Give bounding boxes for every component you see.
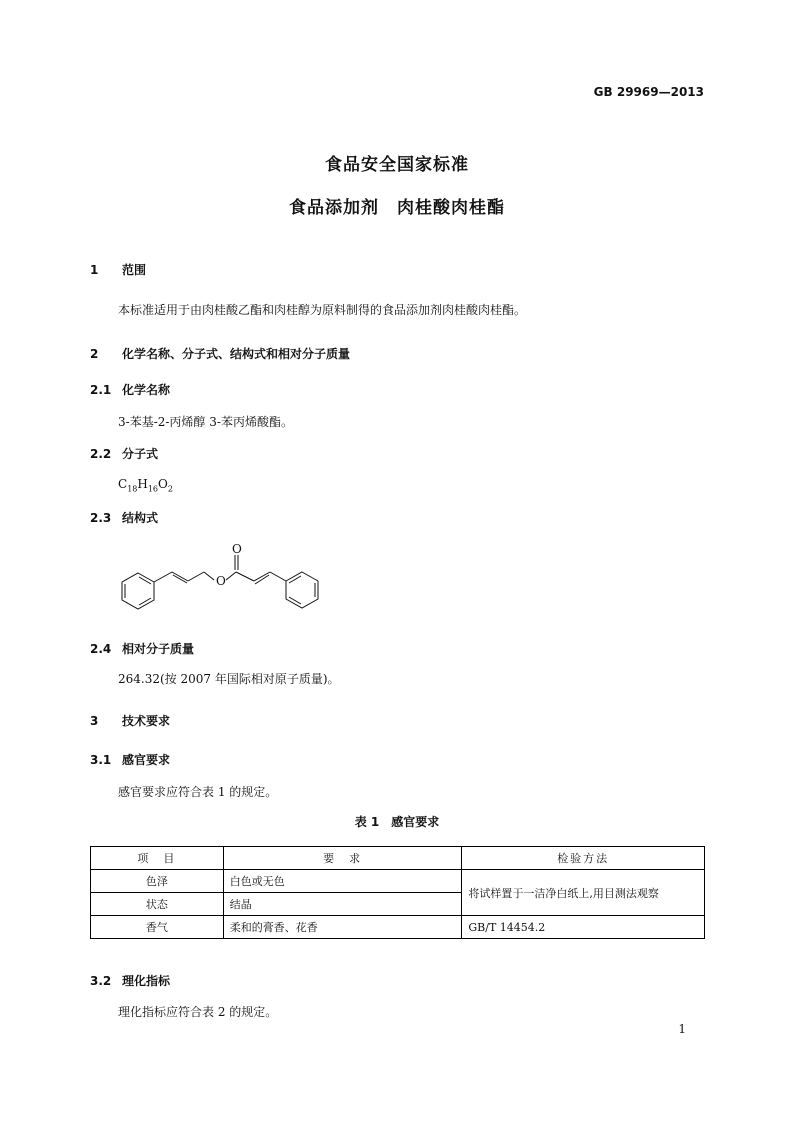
- page-number: 1: [678, 1022, 686, 1036]
- carbonyl-oxygen-atom: O: [232, 542, 242, 556]
- section-3-heading: [90, 712, 170, 729]
- benzene-ring-left: [122, 573, 154, 609]
- section-number: 2.2: [90, 447, 112, 461]
- section-number: 1: [90, 263, 99, 277]
- benzene-ring-right: [286, 572, 318, 608]
- section-number: 3.1: [90, 753, 112, 767]
- section-title: 结构式: [122, 511, 159, 525]
- section-3-2-text: 理化指标应符合表 2 的规定。: [118, 1005, 278, 1019]
- chemical-name: 3-苯基-2-丙烯醇 3-苯丙烯酸酯。: [118, 415, 293, 429]
- section-2-1-heading: [90, 381, 170, 398]
- section-title: 感官要求: [122, 753, 171, 767]
- section-title: 分子式: [122, 447, 159, 461]
- section-1-text: 本标准适用于由肉桂酸乙酯和肉桂醇为原料制得的食品添加剂肉桂酸肉桂酯。: [118, 303, 527, 317]
- section-3-1-text: 感官要求应符合表 1 的规定。: [118, 785, 278, 799]
- section-3-1-heading: [90, 751, 170, 768]
- section-title: 范围: [122, 263, 147, 277]
- section-number: 2.1: [90, 383, 112, 397]
- section-2-heading: [90, 345, 350, 362]
- table-row: [91, 916, 705, 939]
- header-method: 检验方法: [462, 847, 705, 870]
- table-1-caption: 表 1 感官要求: [354, 815, 440, 829]
- section-number: 2: [90, 347, 99, 361]
- sensory-requirements-table: [90, 846, 705, 939]
- document-title: 食品安全国家标准: [325, 155, 469, 175]
- cell-requirement: 白色或无色: [223, 870, 462, 893]
- cell-item: 香气: [91, 916, 224, 939]
- structural-formula: [110, 540, 340, 620]
- cell-method-merged: 将试样置于一洁净白纸上,用目测法观察: [462, 870, 705, 916]
- section-number: 2.4: [90, 642, 112, 656]
- molecular-weight: 264.32(按 2007 年国际相对原子质量)。: [118, 672, 340, 686]
- section-title: 理化指标: [122, 974, 171, 988]
- section-1-heading: [90, 261, 146, 278]
- section-title: 化学名称、分子式、结构式和相对分子质量: [122, 347, 351, 361]
- header-requirement: 要 求: [223, 847, 462, 870]
- table-row: [91, 870, 705, 893]
- molecular-formula: $C_{18}H_{16}O_2$: [118, 477, 173, 494]
- section-number: 3.2: [90, 974, 112, 988]
- header-item: 项 目: [91, 847, 224, 870]
- section-number: 2.3: [90, 511, 112, 525]
- cell-item: 色泽: [91, 870, 224, 893]
- section-2-3-heading: [90, 509, 158, 526]
- cell-item: 状态: [91, 893, 224, 916]
- cell-requirement: 结晶: [223, 893, 462, 916]
- standard-number: GB 29969—2013: [593, 85, 704, 99]
- section-3-2-heading: [90, 972, 170, 989]
- document-subtitle: 食品添加剂 肉桂酸肉桂酯: [289, 198, 505, 218]
- table-header-row: [91, 847, 705, 870]
- section-2-2-heading: [90, 445, 158, 462]
- ester-oxygen-atom: O: [216, 574, 226, 588]
- cell-method: GB/T 14454.2: [462, 916, 705, 939]
- section-number: 3: [90, 714, 99, 728]
- section-title: 化学名称: [122, 383, 171, 397]
- section-2-4-heading: [90, 640, 194, 657]
- section-title: 技术要求: [122, 714, 171, 728]
- cell-requirement: 柔和的膏香、花香: [223, 916, 462, 939]
- section-title: 相对分子质量: [122, 642, 195, 656]
